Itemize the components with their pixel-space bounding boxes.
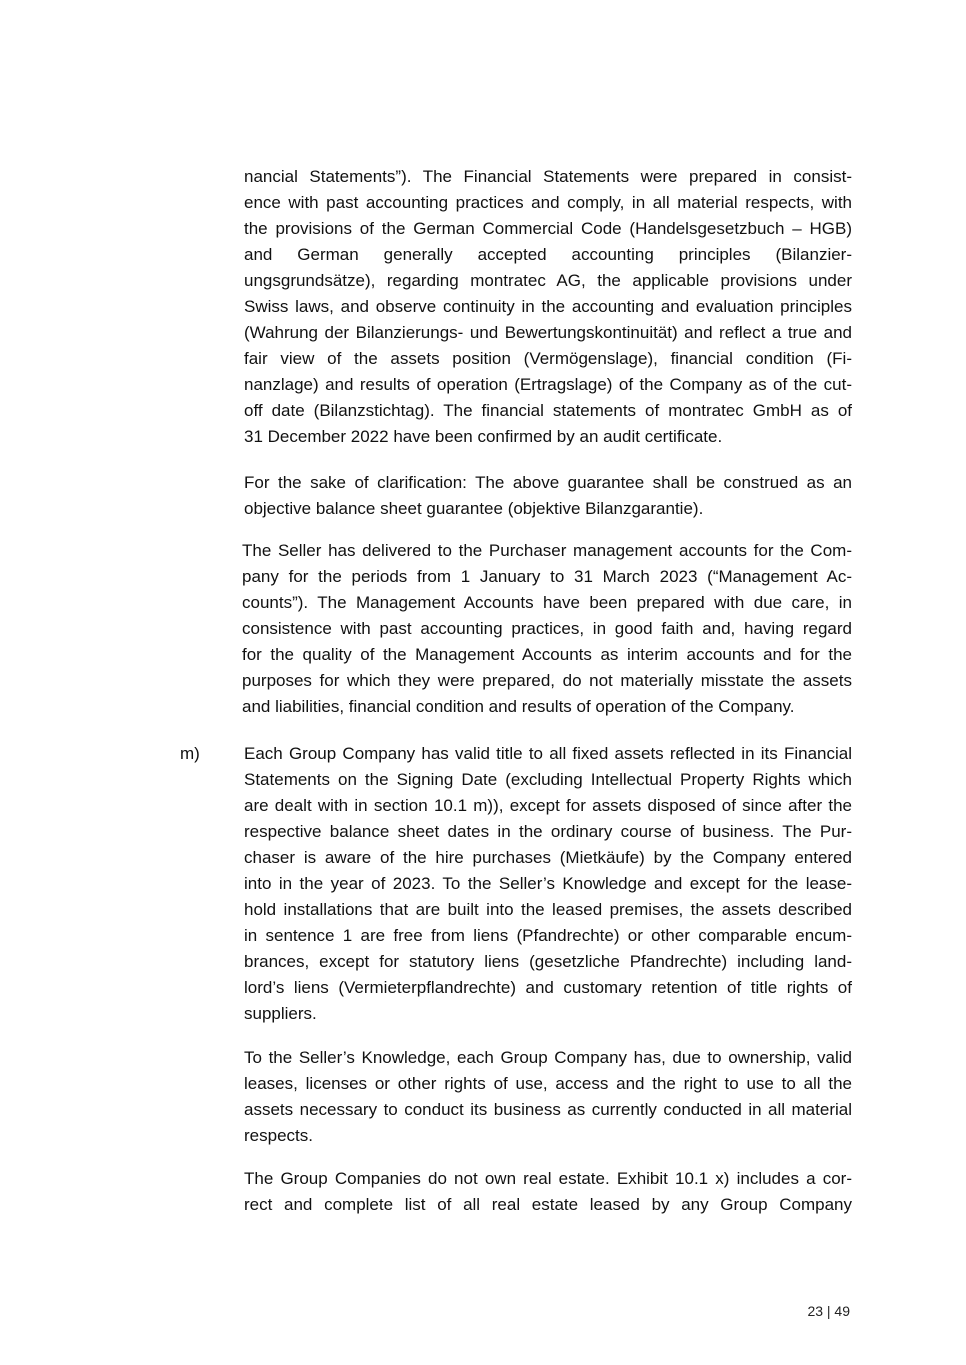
text-line: Swiss laws, and observe continuity in the accounting and evaluation principles [244, 297, 852, 316]
text-line: the provisions of the German Commercial Code (Handelsgesetzbuch – HGB) [244, 219, 852, 238]
text-line: 31 December 2022 have been confirmed by an audit certificate. [244, 427, 723, 446]
text-line: brances, except for statutory liens (gesetzliche Pfandrechte) including land- [244, 952, 852, 971]
text-line: The Seller has delivered to the Purchaser management accounts for the Com- [242, 541, 852, 560]
text-line: nancial Statements”). The Financial Statements were prepared in consist- [244, 167, 852, 186]
paragraph-rights-of-use [244, 1045, 852, 1149]
text-line: rect and complete list of all real estate leased by any Group Company [244, 1195, 852, 1214]
paragraph-management-accounts [242, 538, 852, 720]
text-line: suppliers. [244, 1004, 317, 1023]
text-line: nanzlage) and results of operation (Ertragslage) of the Company as of the cut- [244, 375, 852, 394]
text-line: off date (Bilanzstichtag). The financial statements of montratec GmbH as of [244, 401, 852, 420]
text-line: lord’s liens (Vermieterpflandrechte) and customary retention of title rights of [244, 978, 852, 997]
text-line: in sentence 1 are free from liens (Pfandrechte) or other comparable encum- [244, 926, 852, 945]
text-line: purposes for which they were prepared, do not materially misstate the assets [242, 671, 852, 690]
text-line: respects. [244, 1126, 313, 1145]
text-line: Statements on the Signing Date (excluding Intellectual Property Rights which [244, 770, 852, 789]
paragraph-real-estate [244, 1166, 852, 1218]
text-line: To the Seller’s Knowledge, each Group Company has, due to ownership, valid [244, 1048, 852, 1067]
text-line: counts”). The Management Accounts have been prepared with due care, in [242, 593, 852, 612]
text-line: ungsgrundsätze), regarding montratec AG, the applicable provisions under [244, 271, 852, 290]
text-line: for the quality of the Management Accounts as interim accounts and for the [242, 645, 852, 664]
text-line: leases, licenses or other rights of use, access and the right to use to all the [244, 1074, 852, 1093]
paragraph-clarification [244, 470, 852, 522]
text-line: are dealt with in section 10.1 m)), except for assets disposed of since after the [244, 796, 852, 815]
paragraph-financial-statements [244, 164, 852, 450]
paragraph-fixed-assets [244, 741, 852, 1027]
text-line: For the sake of clarification: The above guarantee shall be construed as an [244, 473, 852, 492]
text-line: (Wahrung der Bilanzierungs- und Bewertungskontinuität) and reflect a true and [244, 323, 852, 342]
section-label-m: m) [180, 744, 200, 763]
text-line: respective balance sheet dates in the ordinary course of business. The Pur- [244, 822, 852, 841]
text-line: objective balance sheet guarantee (objektive Bilanzgarantie). [244, 499, 704, 518]
text-line: assets necessary to conduct its business as currently conducted in all material [244, 1100, 852, 1119]
text-line: pany for the periods from 1 January to 31 March 2023 (“Management Ac- [242, 567, 852, 586]
text-line: and German generally accepted accounting principles (Bilanzier- [244, 245, 852, 264]
text-line: The Group Companies do not own real estate. Exhibit 10.1 x) includes a cor- [244, 1169, 852, 1188]
text-line: fair view of the assets position (Vermögenslage), financial condition (Fi- [244, 349, 852, 368]
text-line: ence with past accounting practices and comply, in all material respects, with [244, 193, 852, 212]
text-line: consistence with past accounting practices, in good faith and, having regard [242, 619, 852, 638]
text-line: hold installations that are built into the leased premises, the assets described [244, 900, 852, 919]
text-line: Each Group Company has valid title to all fixed assets reflected in its Financial [244, 744, 852, 763]
text-line: into in the year of 2023. To the Seller’s Knowledge and except for the lease- [244, 874, 852, 893]
text-line: chaser is aware of the hire purchases (Mietkäufe) by the Company entered [244, 848, 852, 867]
page-number: 23 | 49 [807, 1303, 850, 1319]
text-line: and liabilities, financial condition and results of operation of the Company. [242, 697, 795, 716]
